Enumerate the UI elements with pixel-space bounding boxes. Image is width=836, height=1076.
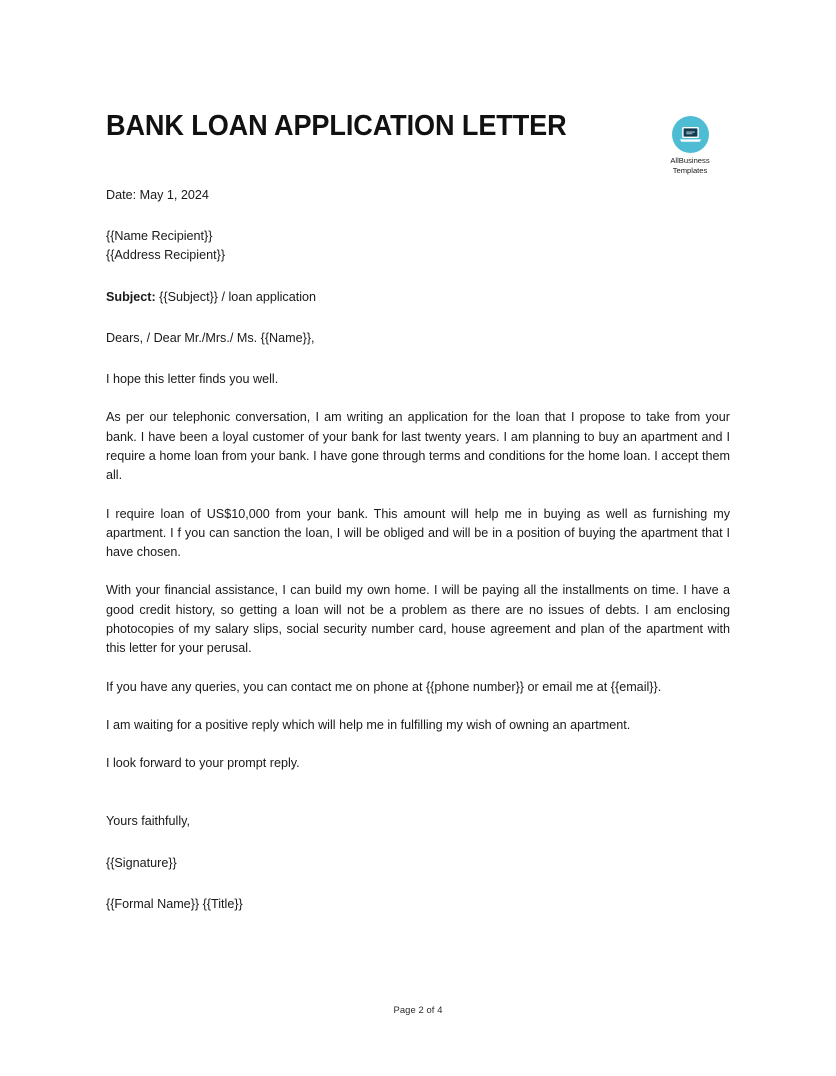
spacer: [106, 773, 730, 812]
document-header: [106, 106, 730, 175]
paragraph-request: As per our telephonic conversation, I am writing an application for the loan that I propose to take from your bank. I have been a loyal customer of your bank for last twenty years. I am planning to buy an apartment and I require a home loan from your bank. I have gone through terms and conditions for the home loan. I accept them all.: [106, 410, 730, 483]
spacer: [106, 307, 730, 329]
page-title: BANK LOAN APPLICATION LETTER: [106, 110, 567, 142]
spacer: [106, 697, 730, 716]
spacer: [106, 486, 730, 505]
brand-name: [670, 156, 709, 175]
recipient-address: {{Address Recipient}}: [106, 248, 226, 263]
laptop-icon: [672, 116, 709, 153]
signer-name-title: {{Formal Name}} {{Title}}: [106, 896, 243, 911]
paragraph-closing: I look forward to your prompt reply.: [106, 756, 300, 771]
spacer: [106, 562, 730, 581]
spacer: [106, 205, 730, 227]
spacer: [106, 348, 730, 370]
brand-logo: [650, 116, 730, 175]
spacer: [106, 389, 730, 408]
brand-name-line2: Templates: [672, 165, 708, 175]
subject-value: {{Subject}} / loan application: [155, 289, 317, 304]
valediction: Yours faithfully,: [106, 814, 191, 829]
subject-line: [106, 288, 730, 307]
subject-label: Subject:: [106, 289, 156, 304]
paragraph-waiting: I am waiting for a positive reply which will help me in fulfilling my wish of owning an apartment.: [106, 717, 631, 732]
paragraph-assurance: With your financial assistance, I can build my own home. I will be paying all the installments on time. I have a good credit history, so getting a loan will not be a problem as there are no issues of debts. I am enclosing photocopies of my salary slips, social security number card, house agreement and plan of the apartment with this letter for your perusal.: [106, 583, 730, 656]
spacer: [106, 266, 730, 288]
spacer: [106, 832, 730, 854]
paragraph-amount: I require loan of US$10,000 from your bank. This amount will help me in buying as well as furnishing my apartment. I f you can sanction the loan, I will be obliged and will be in a position of buying the apartment that I have chosen.: [106, 506, 730, 560]
brand-name-line1: AllBusiness: [670, 156, 710, 165]
spacer: [106, 735, 730, 754]
paragraph-contact: If you have any queries, you can contact me on phone at {{phone number}} or email me at {{email}}.: [106, 679, 662, 694]
signature-placeholder: {{Signature}}: [106, 855, 177, 870]
recipient-name: {{Name Recipient}}: [106, 229, 213, 244]
spacer: [106, 659, 730, 678]
page-footer: Page 2 of 4: [393, 1004, 443, 1015]
letter-body: [106, 186, 730, 914]
date-line: Date: May 1, 2024: [106, 188, 209, 202]
spacer: [106, 873, 730, 895]
paragraph-intro: I hope this letter finds you well.: [106, 372, 279, 387]
salutation: Dears, / Dear Mr./Mrs./ Ms. {{Name}},: [106, 330, 315, 345]
